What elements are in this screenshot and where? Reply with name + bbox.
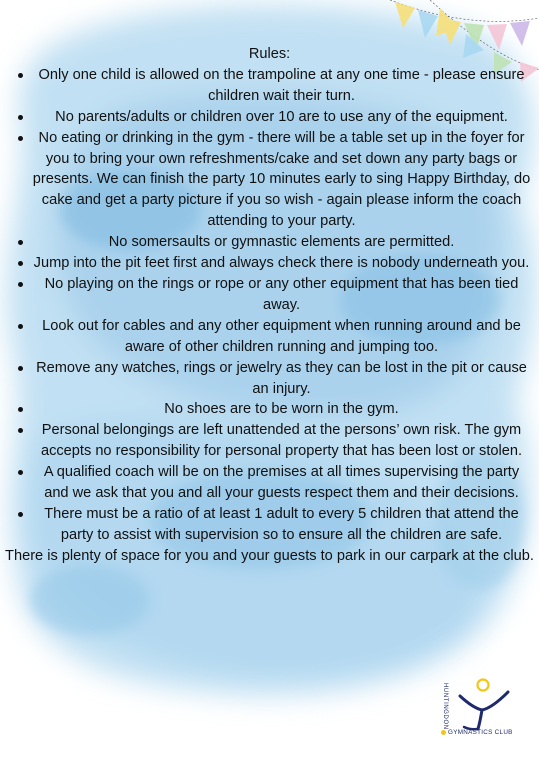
logo-vertical-text: HUNTINGDON [442,682,448,730]
rule-item: There must be a ratio of at least 1 adult to every 5 children that attend the party to assist with supervision so to ensure all the children are safe. [4,504,535,546]
rules-list [4,65,535,546]
rule-item: A qualified coach will be on the premises at all times supervising the party and we ask that you and all your guests respect them and their decisions. [4,462,535,504]
rule-item: No shoes are to be worn in the gym. [4,399,535,420]
rule-item: Look out for cables and any other equipment when running around and be aware of other children running and jumping too. [4,316,535,358]
rules-document [4,44,535,567]
rule-item: No parents/adults or children over 10 are to use any of the equipment. [4,107,535,128]
rule-item: Only one child is allowed on the trampoline at any one time - please ensure children wait their turn. [4,65,535,107]
rules-title: Rules: [248,46,291,62]
rule-item: No playing on the rings or rope or any other equipment that has been tied away. [4,274,535,316]
rule-item: No somersaults or gymnastic elements are permitted. [4,232,535,253]
logo-club-name: GYMNASTICS CLUB [448,729,513,736]
parking-note: There is plenty of space for you and your guests to park in our carpark at the club. [5,547,534,564]
gymnast-logo-icon [438,672,538,747]
rule-item: Remove any watches, rings or jewelry as they can be lost in the pit or cause an injury. [4,358,535,400]
rule-item: Personal belongings are left unattended at the persons’ own risk. The gym accepts no responsibility for personal property that has been lost or stolen. [4,420,535,462]
rule-item: Jump into the pit feet first and always check there is nobody underneath you. [4,253,535,274]
rule-item: No eating or drinking in the gym - there will be a table set up in the foyer for you to bring your own refreshments/cake and set down any party bags or presents. We can finish the party 10 minutes early to sing Happy Birthday, do cake and get a party picture if you so wish - again please inform the coach attending to your party. [4,128,535,233]
